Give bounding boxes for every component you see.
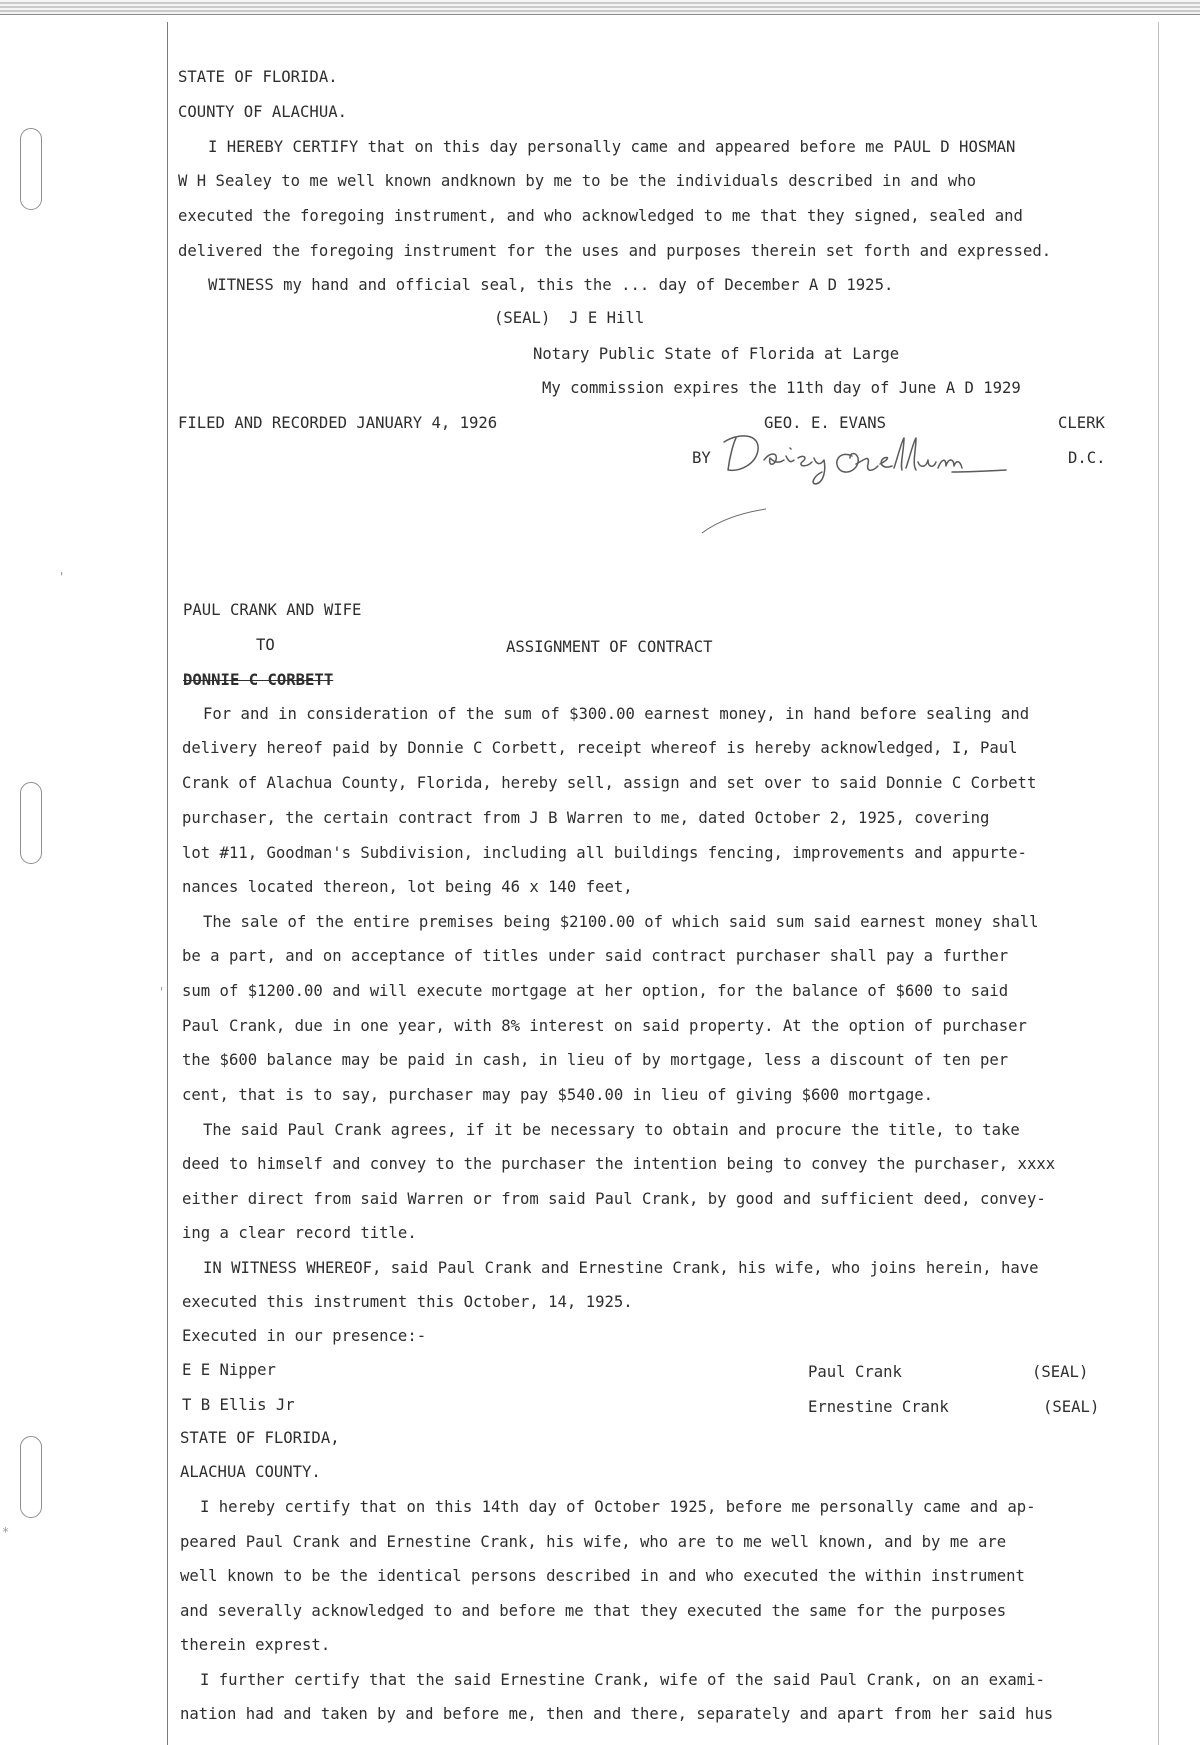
signer-name: Ernestine Crank (808, 1398, 949, 1416)
in-witness-line: executed this instrument this October, 14, 1925. (182, 1293, 633, 1311)
body-line: ing a clear record title. (182, 1224, 417, 1242)
to-label: TO (256, 636, 275, 654)
body-line: deed to himself and convey to the purchaser the intention being to convey the purchaser, xxxx (182, 1155, 1056, 1173)
seal-label: (SEAL) (1032, 1363, 1089, 1381)
acknowledgment-line: and severally acknowledged to and before me that they executed the same for the purposes (180, 1602, 1007, 1620)
executed-presence: Executed in our presence:- (182, 1327, 427, 1345)
by-label: BY (692, 449, 711, 467)
certificate-line: I HEREBY CERTIFY that on this day personally came and appeared before me PAUL D HOSMAN (208, 138, 1016, 156)
clerk-name: GEO. E. EVANS (764, 414, 887, 432)
acknowledgment-line: therein exprest. (180, 1636, 331, 1654)
certificate-line: delivered the foregoing instrument for the uses and purposes therein set forth and expressed. (178, 242, 1052, 260)
deputy-clerk-label: D.C. (1068, 449, 1106, 467)
body-line: Paul Crank, due in one year, with 8% interest on said property. At the option of purchaser (182, 1017, 1027, 1035)
body-line: The said Paul Crank agrees, if it be necessary to obtain and procure the title, to take (203, 1121, 1020, 1139)
body-line: nances located thereon, lot being 46 x 140 feet, (182, 878, 633, 896)
left-margin-rule (167, 22, 168, 1745)
page-top-border (0, 0, 1200, 15)
notary-title: Notary Public State of Florida at Large (533, 345, 900, 363)
venue-state: STATE OF FLORIDA. (178, 68, 338, 86)
acknowledgment-line: I hereby certify that on this 14th day of October 1925, before me personally came and ap- (200, 1498, 1036, 1516)
venue-state: STATE OF FLORIDA, (180, 1429, 340, 1447)
witness-signature: E E Nipper (182, 1361, 276, 1379)
notary-commission: My commission expires the 11th day of June A D 1929 (542, 379, 1021, 397)
acknowledgment-line: well known to be the identical persons described in and who executed the within instrument (180, 1567, 1025, 1585)
certificate-line: executed the foregoing instrument, and who acknowledged to me that they signed, sealed and (178, 207, 1023, 225)
body-line: Crank of Alachua County, Florida, hereby sell, assign and set over to said Donnie C Corbett (182, 774, 1037, 792)
body-line: the $600 balance may be paid in cash, in lieu of by mortgage, less a discount of ten per (182, 1051, 1009, 1069)
body-line: sum of $1200.00 and will execute mortgage at her option, for the balance of $600 to said (182, 982, 1009, 1000)
grantor-heading: PAUL CRANK AND WIFE (183, 601, 362, 619)
scan-speck: ' (58, 570, 66, 584)
binder-hole-bottom (20, 1436, 42, 1518)
seal-label: (SEAL) (1043, 1398, 1100, 1416)
filed-recorded: FILED AND RECORDED JANUARY 4, 1926 (178, 414, 498, 432)
body-line: cent, that is to say, purchaser may pay $540.00 in lieu of giving $600 mortgage. (182, 1086, 934, 1104)
grantee-heading: DONNIE C CORBETT (183, 671, 334, 689)
document-title: ASSIGNMENT OF CONTRACT (506, 638, 713, 656)
venue-county: ALACHUA COUNTY. (180, 1463, 321, 1481)
clerk-title: CLERK (1058, 414, 1105, 432)
clerk-signature (720, 428, 1020, 488)
body-line: lot #11, Goodman's Subdivision, including all buildings fencing, improvements and appurte- (182, 844, 1027, 862)
pen-stroke-mark (700, 505, 770, 535)
acknowledgment-line: peared Paul Crank and Ernestine Crank, his wife, who are to me well known, and by me are (180, 1533, 1007, 1551)
body-line: The sale of the entire premises being $2100.00 of which said sum said earnest money shall (203, 913, 1039, 931)
witness-signature: T B Ellis Jr (182, 1396, 295, 1414)
body-line: delivery hereof paid by Donnie C Corbett, receipt whereof is hereby acknowledged, I, Paul (182, 739, 1018, 757)
binder-hole-top (20, 128, 42, 210)
scan-speck: ' (158, 985, 166, 999)
acknowledgment-line: nation had and taken by and before me, then and there, separately and apart from her said hus (180, 1705, 1054, 1723)
venue-county: COUNTY OF ALACHUA. (178, 103, 347, 121)
signer-name: Paul Crank (808, 1363, 902, 1381)
right-margin-rule (1158, 22, 1159, 1745)
body-line: either direct from said Warren or from said Paul Crank, by good and sufficient deed, convey- (182, 1190, 1046, 1208)
body-line: purchaser, the certain contract from J B Warren to me, dated October 2, 1925, covering (182, 809, 990, 827)
certificate-line: W H Sealey to me well known andknown by me to be the individuals described in and who (178, 172, 976, 190)
body-line: For and in consideration of the sum of $300.00 earnest money, in hand before sealing and (203, 705, 1030, 723)
witness-line: WITNESS my hand and official seal, this the ... day of December A D 1925. (208, 276, 894, 294)
in-witness-line: IN WITNESS WHEREOF, said Paul Crank and Ernestine Crank, his wife, who joins herein, have (203, 1259, 1039, 1277)
notary-seal: (SEAL) J E Hill (494, 309, 645, 327)
acknowledgment-line: I further certify that the said Ernestine Crank, wife of the said Paul Crank, on an exami- (200, 1671, 1045, 1689)
scan-speck: * (2, 1525, 10, 1539)
binder-hole-middle (20, 782, 42, 864)
body-line: be a part, and on acceptance of titles under said contract purchaser shall pay a further (182, 947, 1009, 965)
